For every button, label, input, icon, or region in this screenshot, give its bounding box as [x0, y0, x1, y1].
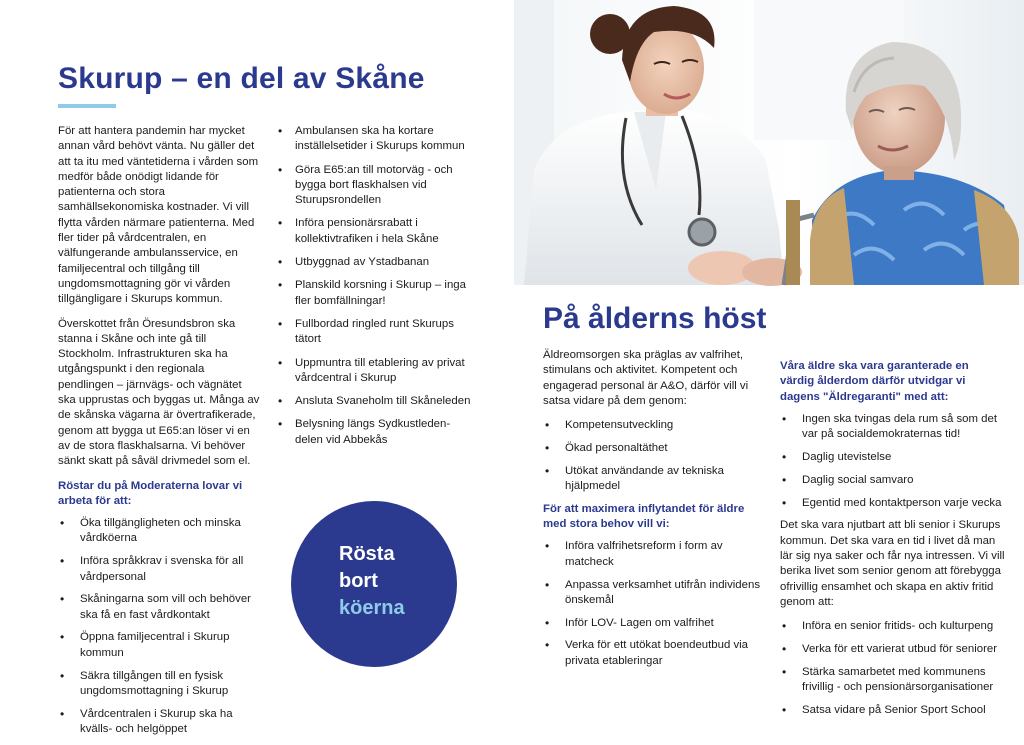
page-title: Skurup – en del av Skåne — [58, 62, 425, 95]
senior-list — [780, 619, 1006, 718]
list-item: • Ingen ska tvingas dela rum så som det var på socialdemokraternas tid! — [780, 412, 1006, 443]
infrastructure-paragraph: Överskottet från Öresundsbron ska stanna i Skåne och inte gå till Stockholm. Infrastrukturen ska ha utgångspunkt i den regionala pendlingen – järnvägs- och vägnätet ska upprustas och byggas ut. Många av de skånska vägarna är övertrafikerade, genom att bygga ut E65:an löser vi en av de stora flaskhalsarna. Vi behöver sänkt skatt på såväl drivmedel som el. — [58, 317, 260, 468]
list-item: • Inför LOV- Lagen om valfrihet — [543, 616, 765, 631]
list-item: • Öppna familjecentral i Skurup kommun — [58, 630, 260, 661]
guarantee-subheading: Våra äldre ska vara garanterade en värdig ålderdom därför utvidgar vi dagens "Äldregaranti" med att: — [780, 360, 969, 403]
list-item: • Ansluta Svaneholm till Skåneleden — [276, 394, 476, 409]
list-item: • Säkra tillgången till en fysisk ungdomsmottagning i Skurup — [58, 669, 260, 700]
staff-investment-list — [543, 418, 765, 494]
left-column-2 — [276, 124, 476, 456]
senior-paragraph: Det ska vara njutbart att bli senior i Skurups kommun. Det ska vara en tid i livet då man lär sig nya saker och får nya intressen. Vi vill berika livet som senior genom att förebygga ofrivillig ensamhet och skapa en aktiv fritid genom att: — [780, 519, 1005, 608]
rosta-bort-koerna-badge — [291, 501, 457, 667]
left-column-1 — [58, 124, 260, 745]
list-item: • Införa en senior fritids- och kulturpeng — [780, 619, 1006, 634]
badge-line-3: köerna — [339, 597, 405, 619]
list-item: • Kompetensutveckling — [543, 418, 765, 433]
list-item: • Uppmuntra till etablering av privat vårdcentral i Skurup — [276, 356, 476, 387]
intro-paragraph: För att hantera pandemin har mycket annan vård behövt vänta. Nu gäller det att ta itu med väntetiderna i vården som medför både onödigt lidande för patienterna och stora samhällsekonomiska kostnader. Vi vill flytta vården närmare patienterna. Med fler tider på vårdcentralen, en välfungerande ambulansservice, en familjecentral och tillgång till ungdomsmottagning gör vi vården tillgängligare i Skurups kommun. — [58, 125, 259, 306]
list-item: • Verka för ett varierat utbud för seniorer — [780, 642, 1006, 657]
section-title: På ålderns höst — [543, 302, 767, 335]
list-item: • Stärka samarbetet med kommunens frivillig - och pensionärsorganisationer — [780, 665, 1006, 696]
influence-list — [543, 539, 765, 669]
guarantee-list — [780, 412, 1006, 511]
list-item: • Verka för ett utökat boendeutbud via privata etableringar — [543, 638, 765, 669]
list-item: • Satsa vidare på Senior Sport School — [780, 703, 1006, 718]
list-item: • Utökat användande av tekniska hjälpmedel — [543, 464, 765, 495]
right-column-1 — [543, 348, 765, 677]
list-item: • Egentid med kontaktperson varje vecka — [780, 496, 1006, 511]
list-item: • Daglig utevistelse — [780, 450, 1006, 465]
list-item: • Införa språkkrav i svenska för all vårdpersonal — [58, 554, 260, 585]
list-item: • Öka tillgängligheten och minska vårdköerna — [58, 516, 260, 547]
list-item: • Utbyggnad av Ystadbanan — [276, 255, 476, 270]
list-item: • Daglig social samvaro — [780, 473, 1006, 488]
influence-subheading: För att maximera inflytandet för äldre med stora behov vill vi: — [543, 502, 745, 531]
list-item: • Skåningarna som vill och behöver ska få en fast vårdkontakt — [58, 592, 260, 623]
elder-care-intro: Äldreomsorgen ska präglas av valfrihet, stimulans och aktivitet. Kompetent och engagerad personal är A&O, därför vill vi satsa vidare på dem genom: — [543, 349, 749, 407]
list-item: • Fullbordad ringled runt Skurups tätort — [276, 317, 476, 348]
right-column-2 — [780, 359, 1006, 726]
promise-list-continued — [276, 124, 476, 448]
list-item: • Göra E65:an till motorväg - och bygga bort flaskhalsen vid Sturupsrondellen — [276, 163, 476, 209]
list-item: • Anpassa verksamhet utifrån individens önskemål — [543, 578, 765, 609]
promise-list — [58, 516, 260, 737]
badge-line-2: bort — [339, 570, 378, 592]
list-item: • Ökad personaltäthet — [543, 441, 765, 456]
list-item: • Ambulansen ska ha kortare inställelsetider i Skurups kommun — [276, 124, 476, 155]
list-item: • Införa pensionärsrabatt i kollektivtrafiken i hela Skåne — [276, 216, 476, 247]
list-item: • Belysning längs Sydkustleden- delen vid Abbekås — [276, 417, 476, 448]
list-item: • Vårdcentralen i Skurup ska ha kvälls- och helgöppet — [58, 707, 260, 738]
nurse-and-elderly-woman-photo — [514, 0, 1024, 285]
promise-subheading: Röstar du på Moderaterna lovar vi arbeta för att: — [58, 479, 243, 507]
badge-line-1: Rösta — [339, 543, 395, 565]
list-item: • Planskild korsning i Skurup – inga fler bomfällningar! — [276, 278, 476, 309]
list-item: • Införa valfrihetsreform i form av matcheck — [543, 539, 765, 570]
title-underline — [58, 104, 116, 108]
